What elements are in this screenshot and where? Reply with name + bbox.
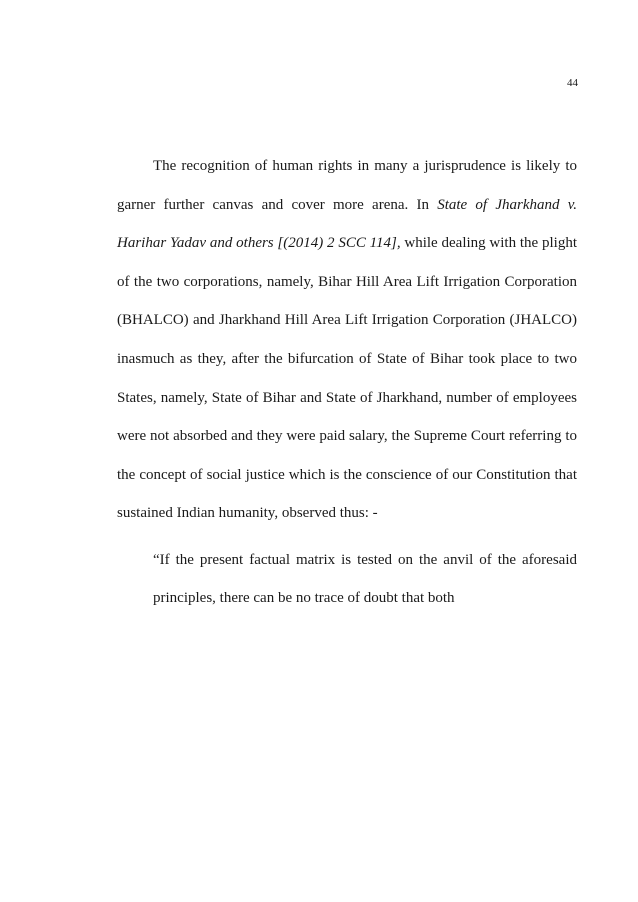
page-number: 44 bbox=[567, 77, 578, 89]
document-body bbox=[117, 147, 577, 617]
paragraph-text-intro: The recognition of human rights in many a jurisprudence is likely to garner further canvas and cover more arena. In bbox=[117, 158, 577, 213]
paragraph-text-main: while dealing with the plight of the two corporations, namely, Bihar Hill Area Lift Irrigation Corporation (BHALCO) and Jharkhand Hill Area Lift Irrigation Corporation (JHALCO) inasmuch as they, after the bifurcation of State of Bihar took place to two States, namely, State of Bihar and State of Jharkhand, number of employees were not absorbed and they were paid salary, the Supreme Court referring to the concept of social justice which is the conscience of our Constitution that sustained Indian humanity, observed thus: - bbox=[117, 235, 577, 522]
case-citation: State of Jharkhand v. Harihar Yadav and others [(2014) 2 SCC 114], bbox=[117, 196, 577, 252]
block-quote: “If the present factual matrix is tested on the anvil of the aforesaid principles, there can be no trace of doubt that both bbox=[153, 551, 577, 606]
body-paragraph bbox=[117, 147, 577, 533]
